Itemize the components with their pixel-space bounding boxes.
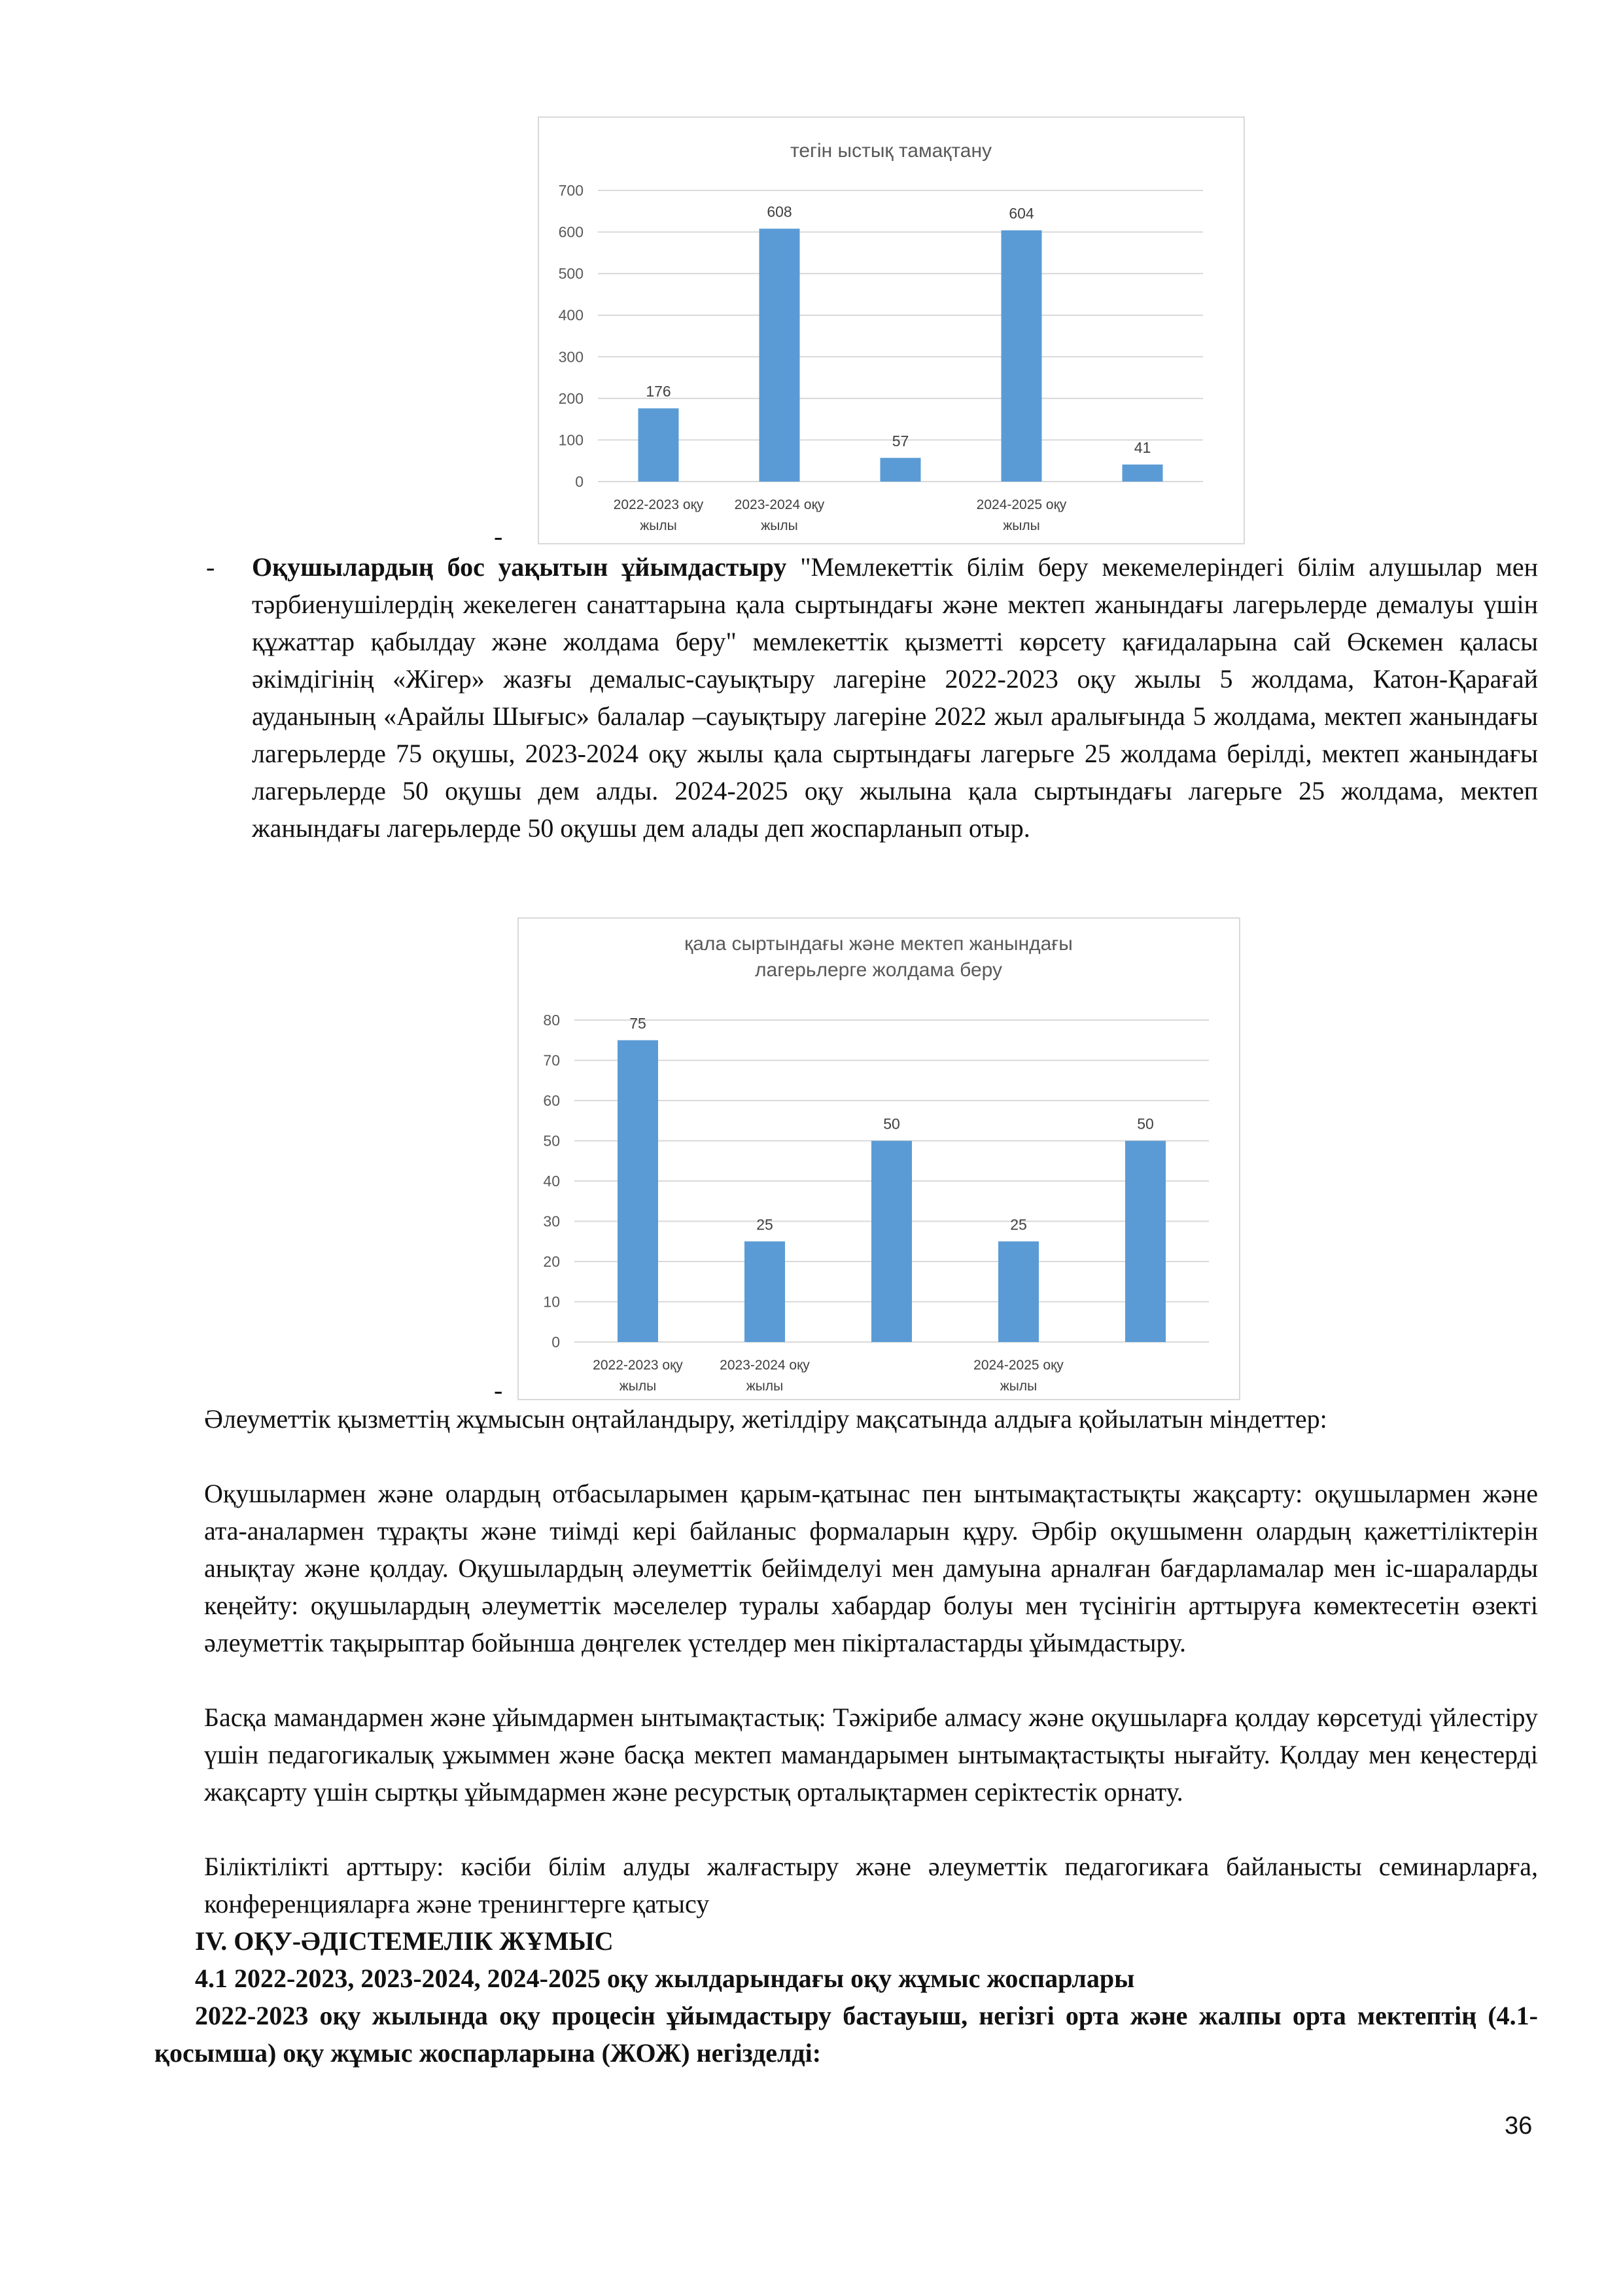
y-tick-label: 600 <box>558 223 584 241</box>
page-number: 36 <box>1505 2112 1533 2140</box>
meals-chart-title: тегін ыстық тамақтану <box>790 140 992 162</box>
category-label: жылы <box>746 1379 784 1394</box>
category-label: 2022-2023 оқу <box>613 497 704 512</box>
category-label: 2023-2024 оқу <box>734 497 825 512</box>
bar <box>759 228 800 482</box>
bar <box>744 1241 785 1342</box>
camps-chart-title-line2: лагерьлерге жолдама беру <box>755 959 1002 981</box>
camps-chart <box>517 917 1240 1400</box>
category-label: жылы <box>761 518 798 533</box>
y-tick-label: 500 <box>558 265 584 283</box>
camps-chart-svg <box>519 919 1239 1399</box>
y-tick-label: 10 <box>543 1293 560 1311</box>
category-label: 2024-2025 оқу <box>973 1358 1064 1373</box>
meals-chart-svg <box>539 118 1244 543</box>
camps-chart-title-line1: қала сыртындағы және мектеп жанындағы <box>684 933 1073 955</box>
y-tick-label: 70 <box>543 1051 560 1069</box>
dash-marker: - <box>494 1375 503 1405</box>
bar-value-label: 176 <box>646 383 671 400</box>
category-label: жылы <box>1000 1379 1038 1394</box>
category-label: жылы <box>1003 518 1040 533</box>
bar <box>1125 1141 1166 1343</box>
leisure-heading: Оқушылардың бос уақытын ұйымдастыру <box>252 552 787 582</box>
y-tick-label: 100 <box>558 431 584 449</box>
y-tick-label: 0 <box>575 473 584 490</box>
meals-chart <box>538 116 1245 544</box>
section-heading: IV. ОҚУ-ӘДІСТЕМЕЛІК ЖҰМЫС <box>195 1926 614 1956</box>
category-label: жылы <box>640 518 677 533</box>
bar <box>871 1141 912 1343</box>
bar-value-label: 608 <box>767 203 792 221</box>
curriculum-paragraph: 2022-2023 оқу жылында оқу процесін ұйымдастыру бастауыш, негізгі орта және жалпы орта мектептің (4.1-қосымша) оқу жұмыс жоспарларына (ЖОЖ) негізделді: <box>154 2001 1538 2068</box>
category-label: 2023-2024 оқу <box>720 1358 810 1373</box>
bar-value-label: 50 <box>1137 1115 1154 1133</box>
bar <box>618 1040 658 1342</box>
y-tick-label: 40 <box>543 1173 560 1190</box>
y-tick-label: 80 <box>543 1012 560 1029</box>
bar-value-label: 604 <box>1009 205 1034 222</box>
y-tick-label: 400 <box>558 306 584 324</box>
dash-marker: - <box>494 521 503 551</box>
category-label: 2022-2023 оқу <box>593 1358 683 1373</box>
y-tick-label: 20 <box>543 1253 560 1270</box>
list-bullet: - <box>206 552 215 582</box>
bar <box>1123 465 1163 482</box>
leisure-paragraph <box>252 548 1538 847</box>
cooperation-families-paragraph: Оқушылармен және олардың отбасыларымен қарым-қатынас пен ынтымақтастықты жақсарту: оқушылармен және ата-аналармен тұрақты және тиімді кері байланыс формаларын құру. Әрбір оқушыменн олардың қажеттіліктерін анықтау және қолдау. Оқушылардың әлеуметтік бейімделуі мен дамуына арналған бағдарламалар мен іс-шараларды кеңейту: оқушылардың әлеуметтік мәселелер туралы хабардар болуы мен түсінігін арттыруға көмектесетін өзекті әлеуметтік тақырыптар бойынша дөңгелек үстелдер мен пікірталастарды ұйымдастыру. <box>204 1479 1538 1657</box>
bar-value-label: 41 <box>1134 438 1151 456</box>
bar-value-label: 75 <box>629 1014 646 1032</box>
y-tick-label: 0 <box>551 1333 560 1351</box>
bar <box>1002 230 1042 482</box>
bar <box>998 1241 1039 1342</box>
bar-value-label: 57 <box>892 432 909 450</box>
cooperation-specialists-paragraph: Басқа мамандармен және ұйымдармен ынтымақтастық: Тәжірибе алмасу және оқушыларға қолдау көрсетуді үйлестіру үшін педагогикалық ұжыммен және басқа мектеп мамандарымен ынтымақтастықты нығайту. Қолдау мен кеңестерді жақсарту үшін сыртқы ұйымдармен және ресурстық орталықтармен серіктестік орнату. <box>204 1703 1538 1807</box>
y-tick-label: 60 <box>543 1092 560 1109</box>
category-label: жылы <box>619 1379 657 1394</box>
y-tick-label: 50 <box>543 1132 560 1150</box>
y-tick-label: 200 <box>558 389 584 407</box>
bar-value-label: 50 <box>883 1115 900 1133</box>
tasks-intro-paragraph: Әлеуметтік қызметтің жұмысын оңтайландыру, жетілдіру мақсатында алдыға қойылатын міндеттер: <box>204 1404 1327 1434</box>
leisure-body: "Мемлекеттік білім беру мекемелеріндегі білім алушылар мен тәрбиенушілердің жекелеген санаттарына қала сыртындағы және мектеп жанындағы лагерьлерде демалуы үшін құжаттар қабылдау және жолдама беру" мемлекеттік қызметті көрсету қағидаларына сай Өскемен қаласы әкімдігінің «Жігер» жазғы демалыс-сауықтыру лагеріне 2022-2023 оқу жылы 5 жолдама, Катон-Қарағай ауданының «Арайлы Шығыс» балалар –сауықтыру лагеріне 2022 жыл аралығында 5 жолдама, мектеп жанындағы лагерьлерде 75 оқушы, 2023-2024 оқу жылы қала сыртындағы лагерьге 25 жолдама берілді, мектеп жанындағы лагерьлерде 50 оқушы дем алды. 2024-2025 оқу жылына қала сыртындағы лагерьге 25 жолдама, мектеп жанындағы лагерьлерде 50 оқушы дем алады деп жоспарланып отыр. <box>252 552 1538 843</box>
bar <box>638 408 679 482</box>
qualification-paragraph: Біліктілікті арттыру: кәсіби білім алуды жалғастыру және әлеуметтік педагогикаға байланысты семинарларға, конференцияларға және тренингтерге қатысу <box>204 1852 1538 1918</box>
bar-value-label: 25 <box>756 1216 773 1233</box>
bar-value-label: 25 <box>1010 1216 1027 1233</box>
bar <box>881 458 921 482</box>
y-tick-label: 30 <box>543 1212 560 1230</box>
y-tick-label: 700 <box>558 182 584 199</box>
y-tick-label: 300 <box>558 348 584 366</box>
subsection-heading: 4.1 2022-2023, 2023-2024, 2024-2025 оқу жылдарындағы оқу жұмыс жоспарлары <box>195 1964 1135 1993</box>
category-label: 2024-2025 оқу <box>976 497 1067 512</box>
